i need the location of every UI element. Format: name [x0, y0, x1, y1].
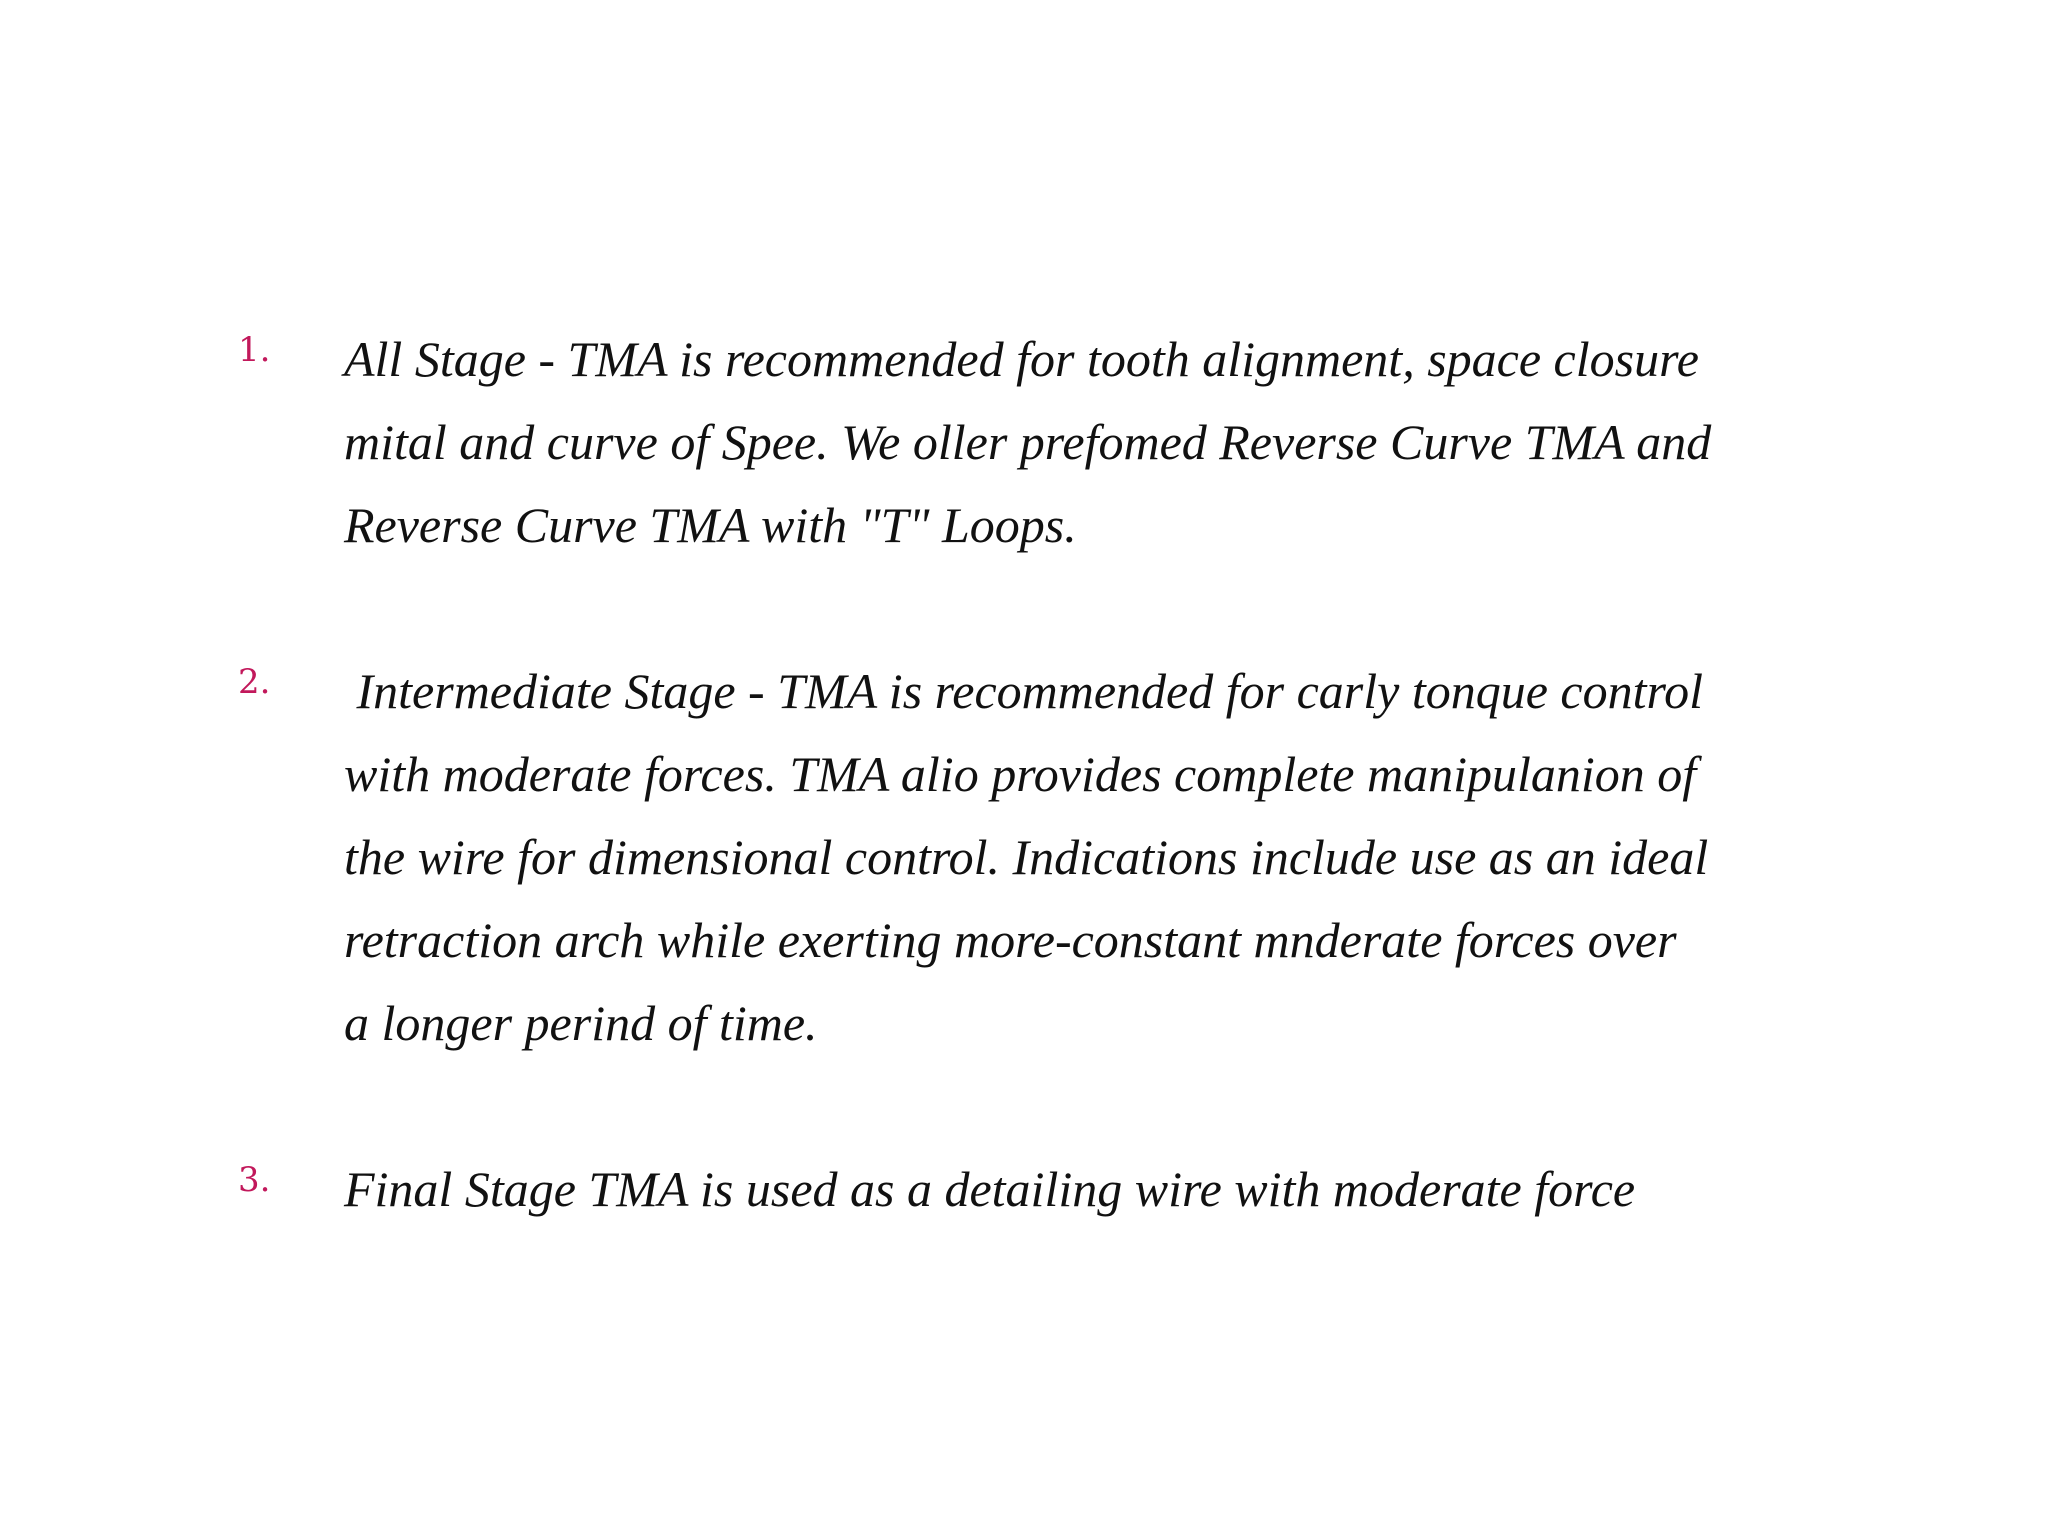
list-number: 2. — [238, 662, 271, 702]
list-item-text — [344, 650, 1798, 1065]
text-line: All Stage - TMA is recommended for tooth alignment, space closure — [344, 331, 1699, 387]
text-line: Reverse Curve TMA with "T" Loops. — [344, 497, 1077, 553]
text-line: the wire for dimensional control. Indications include use as an ideal — [344, 829, 1709, 885]
text-line: a longer perind of time. — [344, 995, 818, 1051]
text-line: mital and curve of Spee. We oller prefomed Reverse Curve TMA and — [344, 414, 1712, 470]
text-line: Intermediate Stage - TMA is recommended for carly tonque control — [344, 663, 1703, 719]
list-item — [238, 650, 1798, 1065]
text-line: retraction arch while exerting more-constant mnderate forces over — [344, 912, 1677, 968]
spacer — [238, 1065, 1798, 1148]
list-number: 1. — [238, 330, 271, 370]
list-item-text — [344, 1148, 1798, 1231]
list-item — [238, 318, 1798, 567]
list-item-text — [344, 318, 1798, 567]
numbered-list — [238, 318, 1798, 1231]
text-line: Final Stage TMA is used as a detailing wire with moderate force — [344, 1161, 1636, 1217]
list-number: 3. — [238, 1160, 271, 1200]
text-line: with moderate forces. TMA alio provides complete manipulanion of — [344, 746, 1697, 802]
spacer — [238, 567, 1798, 650]
list-item — [238, 1148, 1798, 1231]
